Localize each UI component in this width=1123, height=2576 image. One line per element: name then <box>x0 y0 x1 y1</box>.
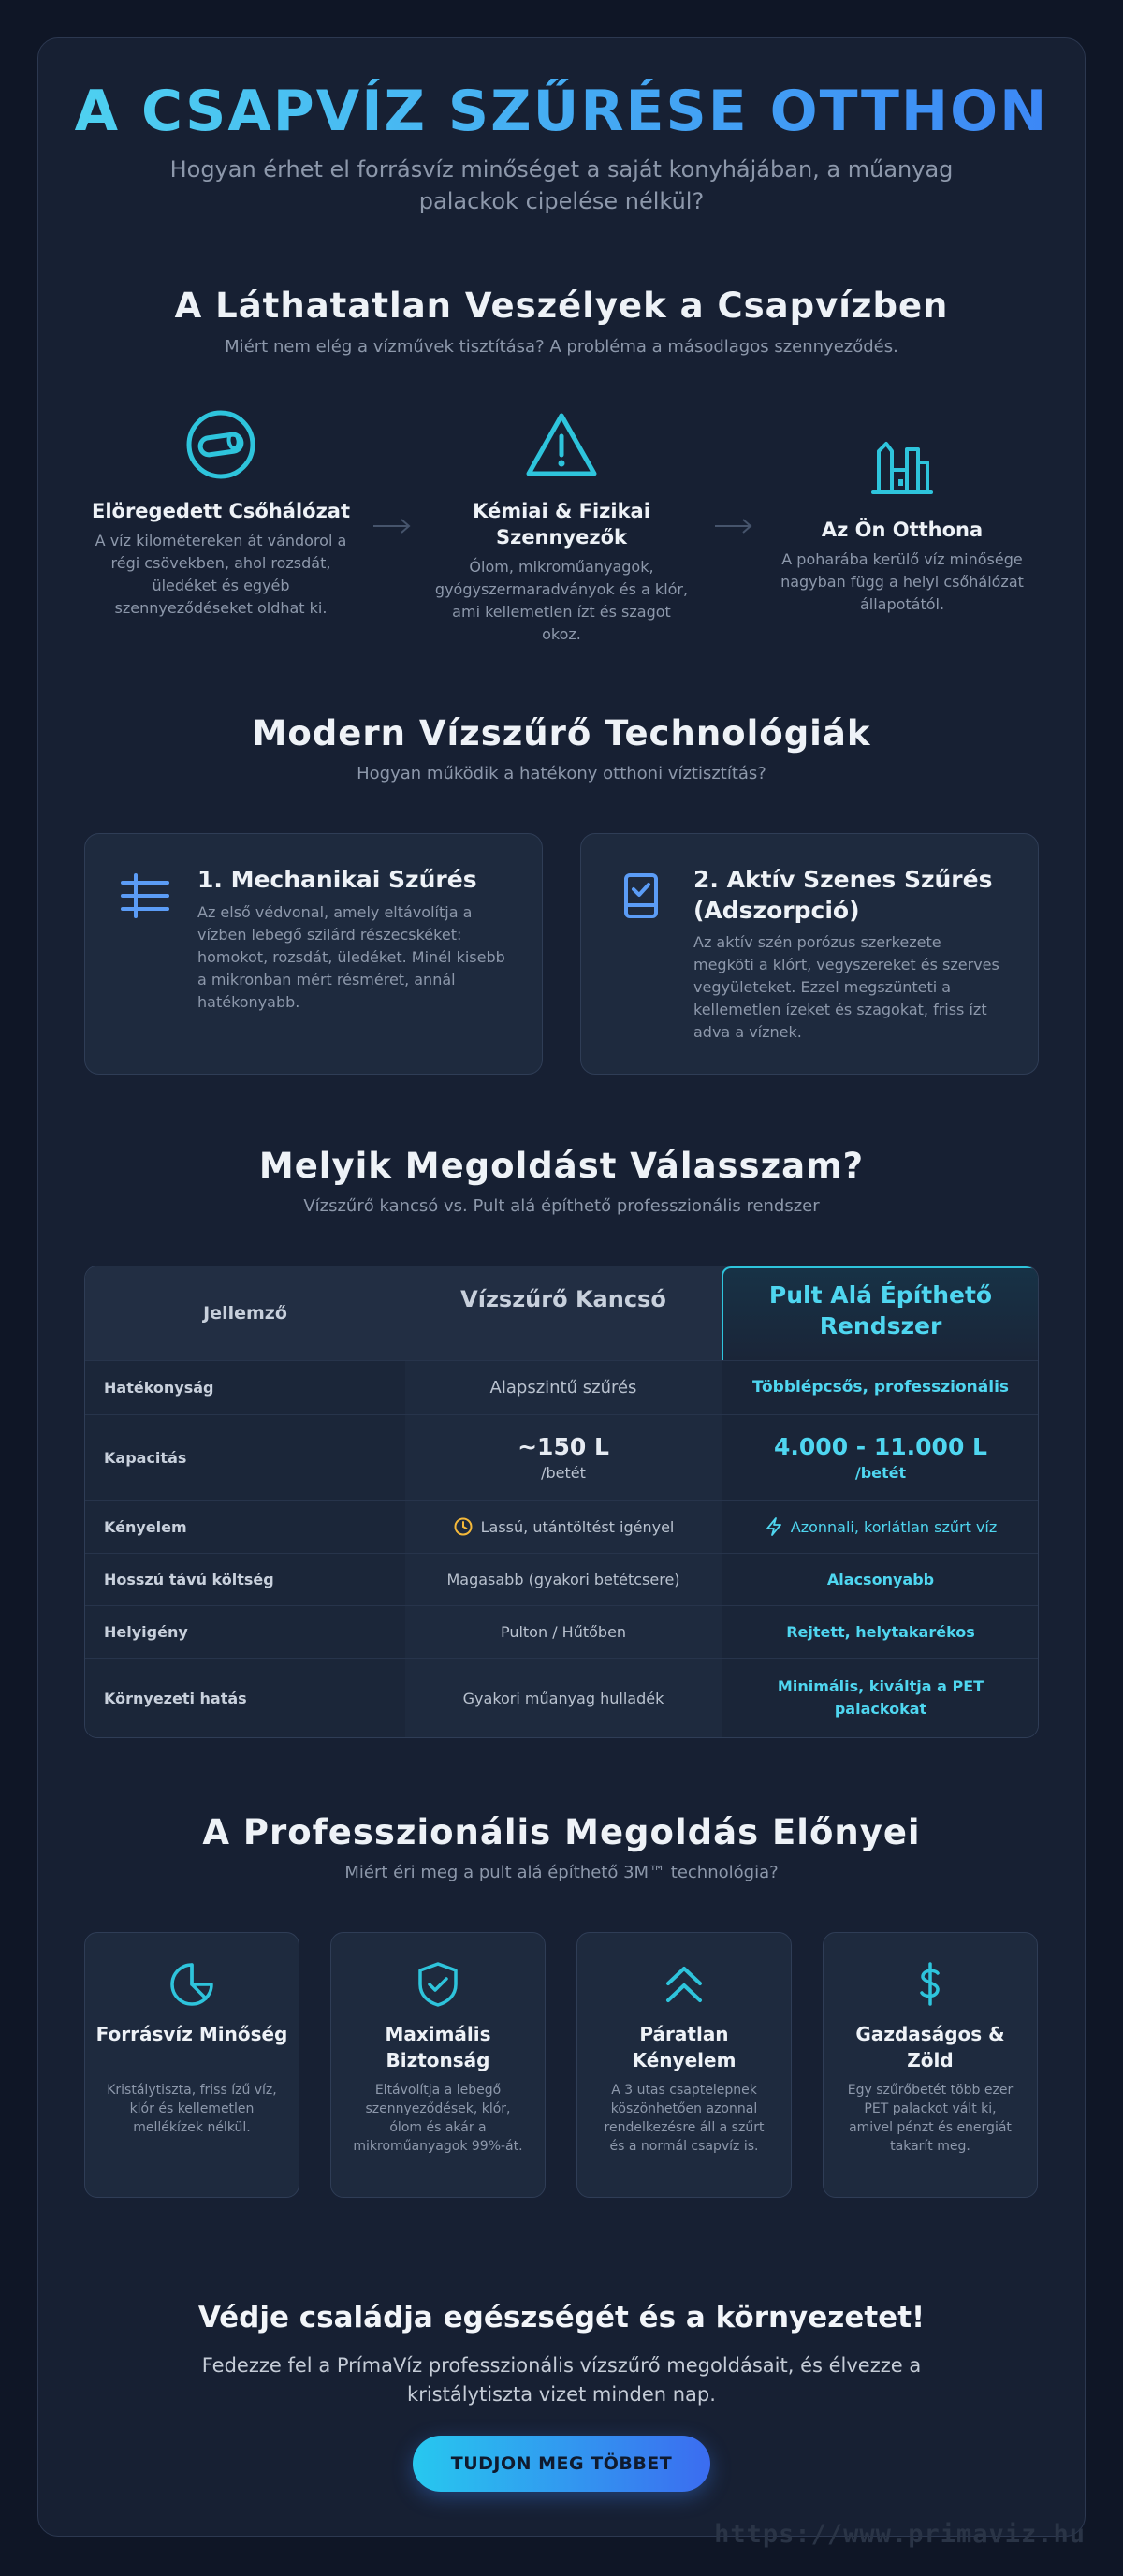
table-cell-pitcher <box>405 1500 722 1553</box>
table-cell-pro: Többlépcsős, professzionális <box>751 1378 1010 1397</box>
table-cell-pitcher: Gyakori műanyag hulladék <box>462 1689 664 1707</box>
compare-title: Melyik Megoldást Válasszam? <box>258 1146 865 1186</box>
comparison-table <box>84 1266 1039 1738</box>
table-row-feature: Kényelem <box>104 1517 187 1536</box>
benefit-title: Gazdaságos & Zöld <box>855 2023 1005 2071</box>
pipe-icon <box>90 402 352 487</box>
chevrons-up-icon <box>577 1961 791 2010</box>
table-row-feature: Hosszú távú költség <box>104 1570 274 1588</box>
tech-card-title: 1. Mechanikai Szűrés <box>197 866 477 893</box>
table-header-pro: Pult Alá Építhető Rendszer <box>768 1281 993 1339</box>
capacity-unit: /betét <box>541 1464 586 1482</box>
tech-card-carbon <box>580 833 1039 1075</box>
table-cell-pitcher <box>405 1414 722 1500</box>
lightning-icon <box>765 1516 783 1537</box>
benefit-title: Páratlan Kényelem <box>632 2023 737 2071</box>
benefit-text: Egy szűrőbetét több ezer PET palackot vált ki, amivel pénzt és energiát takarít meg. <box>847 2083 1014 2154</box>
danger-title: Kémiai & Fizikai Szennyezők <box>473 500 650 549</box>
benefit-text: Kristálytiszta, friss ízű víz, klór és kellemetlen mellékízek nélkül. <box>107 2083 277 2135</box>
table-cell-pro: Rejtett, helytakarékos <box>786 1622 975 1641</box>
benefit-card-convenience <box>576 1932 792 2198</box>
cta-title: Védje családja egészségét és a környezetet! <box>197 2301 926 2334</box>
table-cell-pitcher: Pulton / Hűtőben <box>500 1622 627 1641</box>
learn-more-button[interactable]: TUDJON MEG TÖBBET <box>413 2436 710 2492</box>
capacity-unit: /betét <box>854 1464 907 1482</box>
building-icon <box>771 421 1033 505</box>
warning-icon <box>430 402 693 487</box>
footer-url: https://www.primaviz.hu <box>714 2520 1086 2549</box>
danger-text: Ólom, mikroműanyagok, gyógyszermaradványok és a klór, ami kellemetlen ízt és szagot okoz. <box>434 558 689 643</box>
table-row-feature: Hatékonyság <box>104 1378 214 1397</box>
convenience-text: Azonnali, korlátlan szűrt víz <box>790 1517 998 1536</box>
dollar-icon <box>824 1961 1037 2010</box>
table-header-feature: Jellemző <box>203 1303 287 1324</box>
benefits-title: A Professzionális Megoldás Előnyei <box>202 1812 921 1852</box>
cta-text: Fedezze fel a PrímaVíz professzionális vízszűrő megoldásait, és élvezze a kristálytiszta vizet minden nap. <box>201 2354 922 2406</box>
benefit-text: A 3 utas csaptelepnek köszönhetően azonnal rendelkezésre áll a szűrt és a normál csapvíz is. <box>604 2083 765 2154</box>
tech-card-title: 2. Aktív Szenes Szűrés (Adszorpció) <box>693 866 993 924</box>
benefits-subtitle: Miért éri meg a pult alá építhető 3M™ technológia? <box>344 1863 779 1882</box>
danger-title: Elöregedett Csőhálózat <box>91 500 351 522</box>
arrow-right-icon <box>713 517 754 535</box>
benefit-text: Eltávolítja a lebegő szennyeződések, klór, ólom és akár a mikroműanyagok 99%-át. <box>353 2083 523 2154</box>
sliders-icon <box>121 871 169 920</box>
capacity-value: ~150 L <box>518 1433 609 1460</box>
danger-item-pipes <box>90 402 352 620</box>
danger-title: Az Ön Otthona <box>821 519 984 541</box>
tech-card-text: Az első védvonal, amely eltávolítja a vízben lebegő szilárd részecskéket: homokot, rozsdát, üledéket. Minél kisebb a mikronban mért résméret, annál hatékonyabb. <box>197 903 505 1011</box>
tech-subtitle: Hogyan működik a hatékony otthoni víztisztítás? <box>357 764 766 783</box>
danger-text: A víz kilométereken át vándorol a régi csövekben, ahol rozsdát, üledéket és egyéb szennyeződéseket oldhat ki. <box>95 532 347 617</box>
filter-cartridge-icon <box>617 871 665 920</box>
dangers-subtitle: Miért nem elég a vízművek tisztítása? A probléma a másodlagos szennyeződés. <box>225 337 898 357</box>
table-cell-pro <box>722 1500 1039 1553</box>
table-cell-pro <box>722 1414 1039 1500</box>
table-cell-pitcher: Alapszintű szűrés <box>489 1377 637 1398</box>
benefit-card-safety <box>330 1932 546 2198</box>
hero-subtitle: Hogyan érhet el forrásvíz minőséget a saját konyhájában, a műanyag palackok cipelése nélkül? <box>169 156 954 214</box>
benefit-card-economy <box>823 1932 1038 2198</box>
table-cell-pro: Alacsonyabb <box>826 1570 935 1588</box>
tech-title: Modern Vízszűrő Technológiák <box>252 713 871 754</box>
table-header-pitcher: Vízszűrő Kancsó <box>460 1286 666 1312</box>
shield-check-icon <box>331 1961 545 2010</box>
capacity-value: 4.000 - 11.000 L <box>774 1433 987 1460</box>
compare-subtitle: Vízszűrő kancsó vs. Pult alá építhető professzionális rendszer <box>303 1196 820 1216</box>
table-row-feature: Helyigény <box>104 1622 188 1641</box>
danger-text: A poharába kerülő víz minősége nagyban függ a helyi csőhálózat állapotától. <box>780 550 1024 613</box>
tech-card-text: Az aktív szén porózus szerkezete megköti a klórt, vegyszereket és szerves vegyületeket. Ezzel megszünteti a kellemetlen ízeket és szagokat, friss ízt adva a víznek. <box>693 933 999 1041</box>
benefit-title: Maximális Biztonság <box>385 2023 491 2071</box>
table-row-feature: Kapacitás <box>104 1448 187 1467</box>
table-cell-pitcher: Magasabb (gyakori betétcsere) <box>446 1570 680 1588</box>
table-row-feature: Környezeti hatás <box>104 1689 247 1707</box>
pie-chart-icon <box>85 1961 299 2010</box>
hero-title: A CSAPVÍZ SZŰRÉSE OTTHON <box>0 79 1123 144</box>
arrow-right-icon <box>372 517 413 535</box>
clock-icon <box>453 1516 474 1537</box>
benefit-title: Forrásvíz Minőség <box>95 2023 288 2045</box>
table-cell-pro: Minimális, kiváltja a PET palackokat <box>777 1677 984 1718</box>
dangers-title: A Láthatatlan Veszélyek a Csapvízben <box>174 285 949 326</box>
benefit-card-quality <box>84 1932 299 2198</box>
danger-item-home <box>771 421 1033 616</box>
convenience-text: Lassú, utántöltést igényel <box>480 1517 675 1536</box>
danger-item-chemicals <box>430 402 693 646</box>
tech-card-mechanical <box>84 833 543 1075</box>
